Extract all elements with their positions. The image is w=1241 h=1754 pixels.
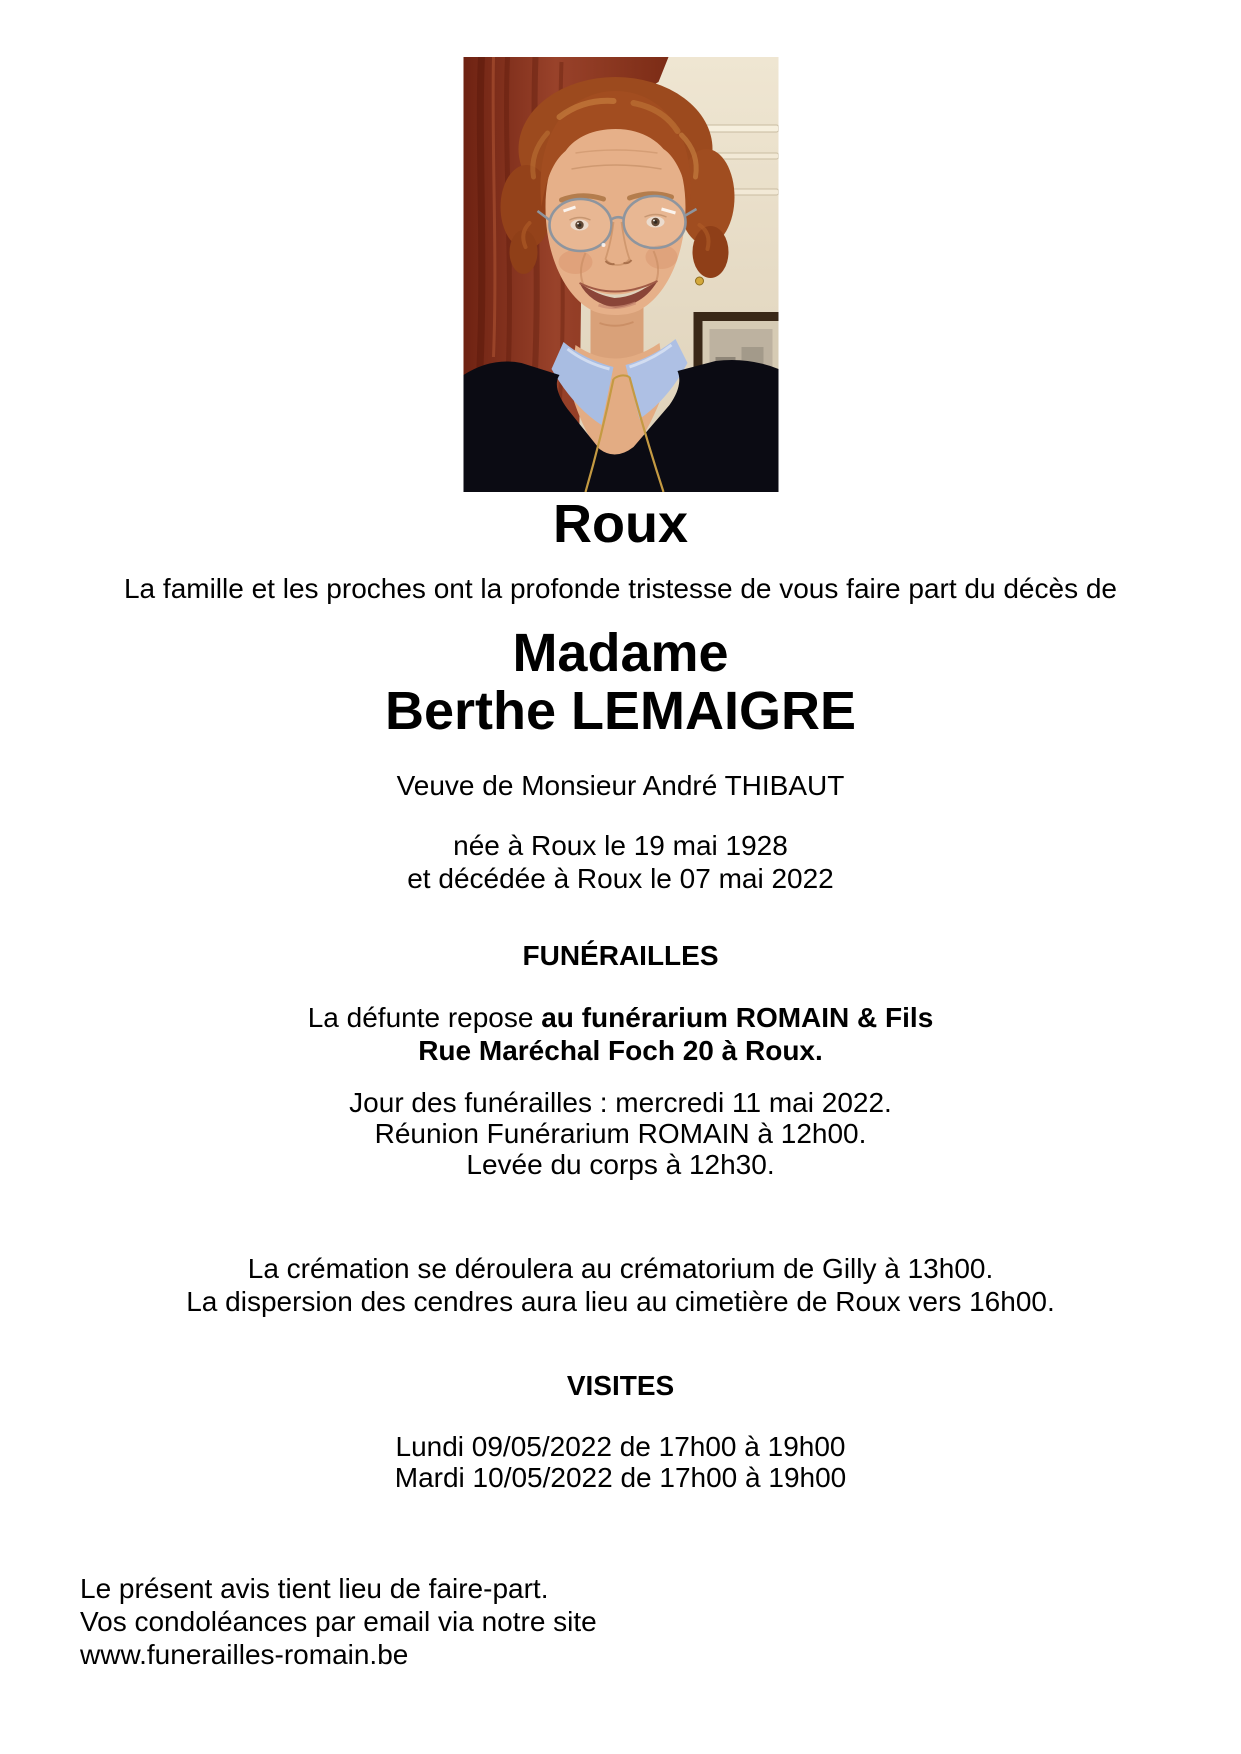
deceased-name-heading — [0, 624, 1241, 740]
portrait-photo-art — [463, 57, 778, 492]
repose-prefix: La défunte repose — [307, 1002, 542, 1033]
repose-line — [0, 1001, 1241, 1034]
funeral-meeting-line: Réunion Funérarium ROMAIN à 12h00. — [374, 1118, 867, 1149]
repose-block — [0, 1001, 1241, 1067]
repose-address: Rue Maréchal Foch 20 à Roux. — [418, 1035, 823, 1066]
funeral-levee-line: Levée du corps à 12h30. — [466, 1149, 775, 1180]
funeral-day-line: Jour des funérailles : mercredi 11 mai 2022. — [349, 1087, 892, 1118]
deceased-title: Madame — [512, 623, 729, 683]
cremation-block — [0, 1252, 1241, 1318]
visites-block — [0, 1431, 1241, 1493]
footer-condolences-line: Vos condoléances par email via notre site — [80, 1606, 597, 1637]
earring — [695, 277, 703, 285]
cremation-line: La crémation se déroulera au crématorium de Gilly à 13h00. — [247, 1253, 994, 1284]
death-line: et décédée à Roux le 07 mai 2022 — [407, 863, 834, 894]
intro-sentence: La famille et les proches ont la profonde tristesse de vous faire part du décès de — [123, 573, 1117, 604]
location-title: Roux — [553, 494, 688, 554]
footer-block — [80, 1572, 597, 1671]
repose-funerarium: au funérarium ROMAIN & Fils — [541, 1002, 934, 1033]
portrait-photo — [463, 57, 778, 492]
birth-line: née à Roux le 19 mai 1928 — [453, 830, 788, 861]
footer-website-url: www.funerailles-romain.be — [80, 1639, 409, 1670]
footer-notice-line: Le présent avis tient lieu de faire-part. — [80, 1573, 549, 1604]
visite-line-lundi: Lundi 09/05/2022 de 17h00 à 19h00 — [395, 1431, 846, 1462]
funerailles-heading: FUNÉRAILLES — [522, 940, 719, 971]
visites-heading: VISITES — [566, 1370, 675, 1401]
visite-line-mardi: Mardi 10/05/2022 de 17h00 à 19h00 — [394, 1462, 847, 1493]
birth-death-block — [0, 829, 1241, 895]
deceased-relation: Veuve de Monsieur André THIBAUT — [396, 770, 845, 801]
dispersion-line: La dispersion des cendres aura lieu au cimetière de Roux vers 16h00. — [186, 1286, 1055, 1317]
deceased-name: Berthe LEMAIGRE — [384, 681, 857, 741]
funeral-schedule-block — [0, 1087, 1241, 1180]
